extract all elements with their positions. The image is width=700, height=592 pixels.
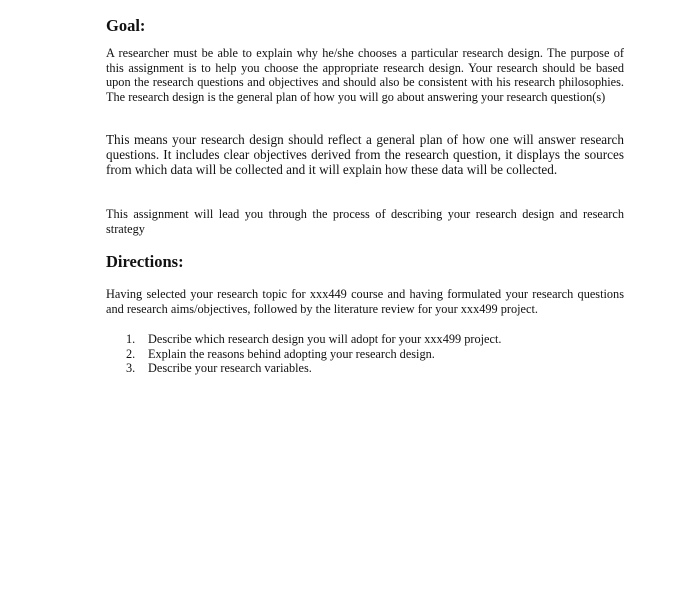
- directions-heading: Directions:: [106, 252, 184, 271]
- goal-paragraph-3: This assignment will lead you through the process of describing your research design and research strategy: [106, 207, 624, 236]
- list-item: [126, 347, 501, 362]
- directions-intro: Having selected your research topic for xxx449 course and having formulated your research questions and research aims/objectives, followed by the literature review for your xxx499 project.: [106, 287, 624, 316]
- list-item: [126, 361, 501, 376]
- list-item: [126, 332, 501, 347]
- list-item-number: 1.: [126, 332, 136, 346]
- list-item-text: Explain the reasons behind adopting your research design.: [148, 346, 435, 361]
- list-item-text: Describe your research variables.: [148, 361, 312, 376]
- goal-paragraph-2: This means your research design should reflect a general plan of how one will answer research questions. It includes clear objectives derived from the research question, it displays the sources from which data will be collected and it will explain how these data will be collected.: [106, 132, 624, 178]
- list-item-number: 2.: [126, 346, 136, 361]
- goal-paragraph-1: A researcher must be able to explain why he/she chooses a particular research design. The purpose of this assignment is to help you choose the appropriate research design. Your research should be based upon the research questions and objectives and should also be consistent with his research philosophies. The research design is the general plan of how you will go about answering your research question(s): [106, 46, 624, 104]
- goal-heading: Goal:: [106, 16, 146, 35]
- list-item-text: Describe which research design you will adopt for your xxx499 project.: [148, 332, 502, 346]
- directions-list: [126, 332, 501, 376]
- list-item-number: 3.: [126, 361, 136, 376]
